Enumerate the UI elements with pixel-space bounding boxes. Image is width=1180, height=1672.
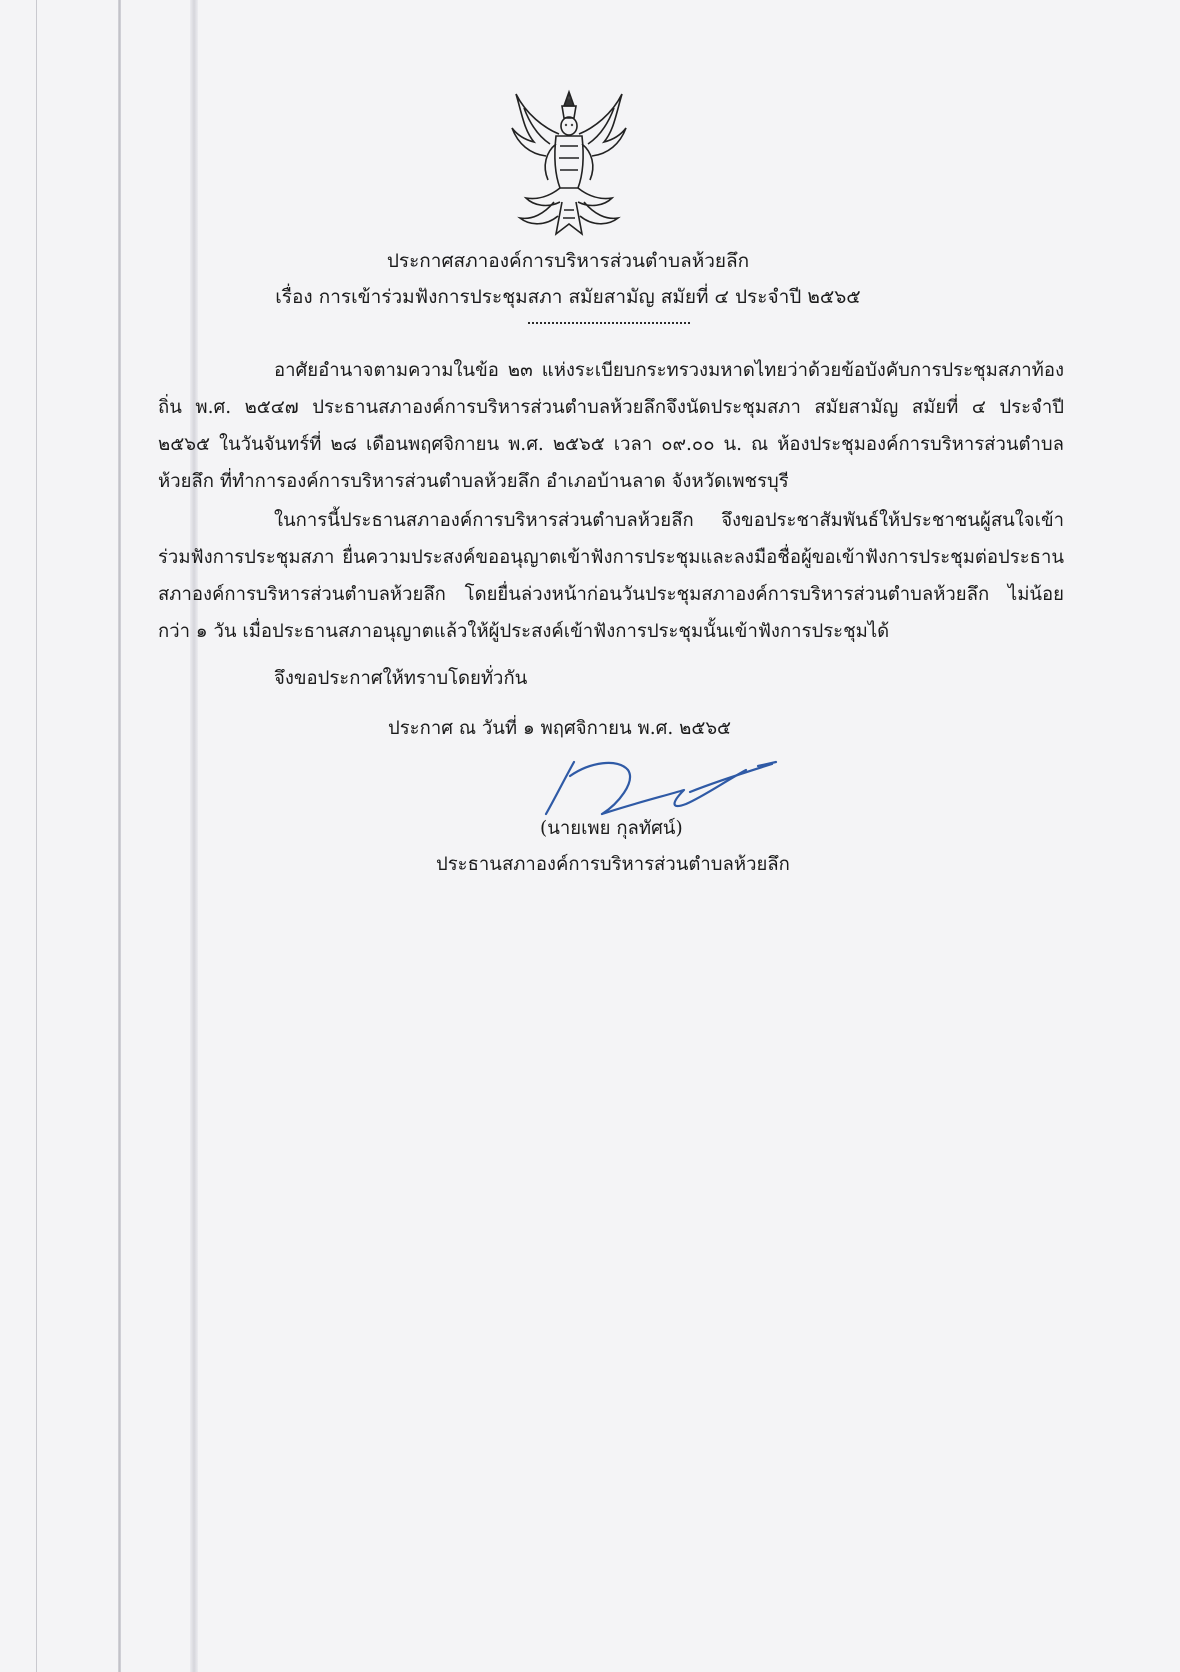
announcement-date: ประกาศ ณ วันที่ ๑ พฤศจิกายน พ.ศ. ๒๕๖๕: [388, 718, 732, 739]
garuda-emblem-icon: [504, 84, 634, 246]
closing-statement: จึงขอประกาศให้ทราบโดยทั่วกัน: [274, 668, 528, 689]
title-divider: [528, 322, 690, 324]
signer-name: (นายเพย กุลทัศน์): [540, 818, 683, 839]
document-title: ประกาศสภาองค์การบริหารส่วนตำบลห้วยลึก: [386, 250, 750, 272]
scan-binding-line: [36, 0, 37, 1672]
body-paragraph-2: ในการนี้ประธานสภาองค์การบริหารส่วนตำบลห้วยลึก จึงขอประชาสัมพันธ์ให้ประชาชนผู้สนใจเข้าร่วมฟังการประชุมสภา ยื่นความประสงค์ขออนุญาตเข้าฟังการประชุมและลงมือชื่อผู้ขอเข้าฟังการประชุมต่อประธานสภาองค์การบริหารส่วนตำบลห้วยลึก โดยยื่นล่วงหน้าก่อนวันประชุมสภาองค์การบริหารส่วนตำบลห้วยลึก ไม่น้อยกว่า ๑ วัน เมื่อประธานสภาอนุญาตแล้วให้ผู้ประสงค์เข้าฟังการประชุมนั้นเข้าฟังการประชุมได้: [158, 510, 1064, 642]
document-subject: เรื่อง การเข้าร่วมฟังการประชุมสภา สมัยสามัญ สมัยที่ ๔ ประจำปี ๒๕๖๕: [275, 286, 861, 308]
body-paragraph-1: อาศัยอำนาจตามความในข้อ ๒๓ แห่งระเบียบกระทรวงมหาดไทยว่าด้วยข้อบังคับการประชุมสภาท้องถิ่น พ.ศ. ๒๕๔๗ ประธานสภาองค์การบริหารส่วนตำบลห้วยลึกจึงนัดประชุมสภา สมัยสามัญ สมัยที่ ๔ ประจำปี ๒๕๖๕ ในวันจันทร์ที่ ๒๘ เดือนพฤศจิกายน พ.ศ. ๒๕๖๕ เวลา ๐๙.๐๐ น. ณ ห้องประชุมองค์การบริหารส่วนตำบลห้วยลึก ที่ทำการองค์การบริหารส่วนตำบลห้วยลึก อำเภอบ้านลาด จังหวัดเพชรบุรี: [158, 360, 1064, 492]
signer-position: ประธานสภาองค์การบริหารส่วนตำบลห้วยลึก: [436, 854, 790, 875]
